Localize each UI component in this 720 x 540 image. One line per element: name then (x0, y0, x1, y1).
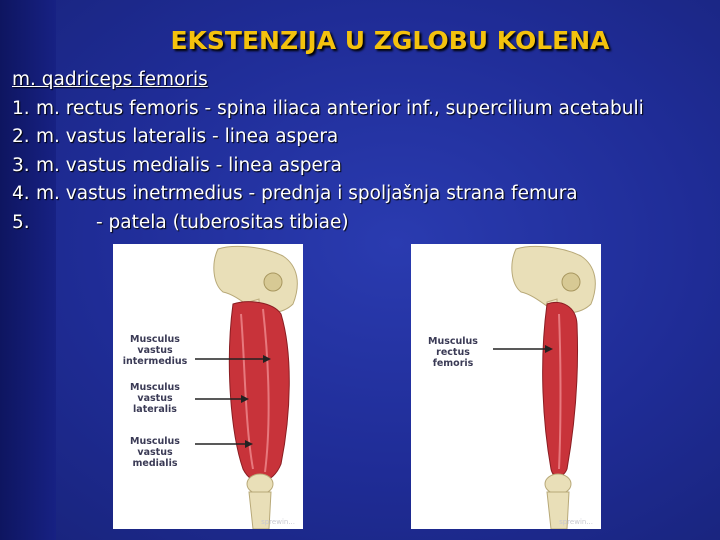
image-watermark: sprewin... (261, 518, 295, 526)
list-number: 1. (12, 97, 30, 119)
list-text: m. vastus inetrmedius - prednja i spoljašnja strana femura (36, 183, 578, 204)
list-number: 2. (12, 126, 30, 147)
list-number: 5. (12, 211, 30, 233)
slide-body (12, 66, 644, 237)
list-item (12, 152, 644, 181)
list-number: 4. (12, 183, 30, 204)
list-item (12, 209, 644, 238)
list-item (12, 180, 644, 209)
label-vastus-medialis: Musculus vastus medialis (130, 436, 180, 469)
list-item (12, 95, 644, 124)
leg-anatomy-right-icon (411, 244, 601, 529)
list-text: m. vastus lateralis - linea aspera (36, 126, 339, 147)
list-text: m. rectus femoris - spina iliaca anterior inf., supercilium acetabuli (36, 97, 644, 119)
image-watermark: sprewin... (559, 518, 593, 526)
quadriceps-illustration-left (113, 244, 303, 529)
label-vastus-intermedius: Musculus vastus intermedius (122, 334, 188, 367)
list-text: m. vastus medialis - linea aspera (36, 154, 342, 176)
list-item (12, 123, 644, 152)
list-number: 3. (12, 154, 30, 176)
label-vastus-lateralis: Musculus vastus lateralis (130, 382, 180, 415)
section-heading: m. qadriceps femoris (12, 69, 208, 90)
label-rectus-femoris: Musculus rectus femoris (428, 336, 478, 369)
slide-title: EKSTENZIJA U ZGLOBU KOLENA (170, 26, 610, 55)
list-text: - patela (tuberositas tibiae) (96, 211, 349, 233)
quadriceps-illustration-right (411, 244, 601, 529)
